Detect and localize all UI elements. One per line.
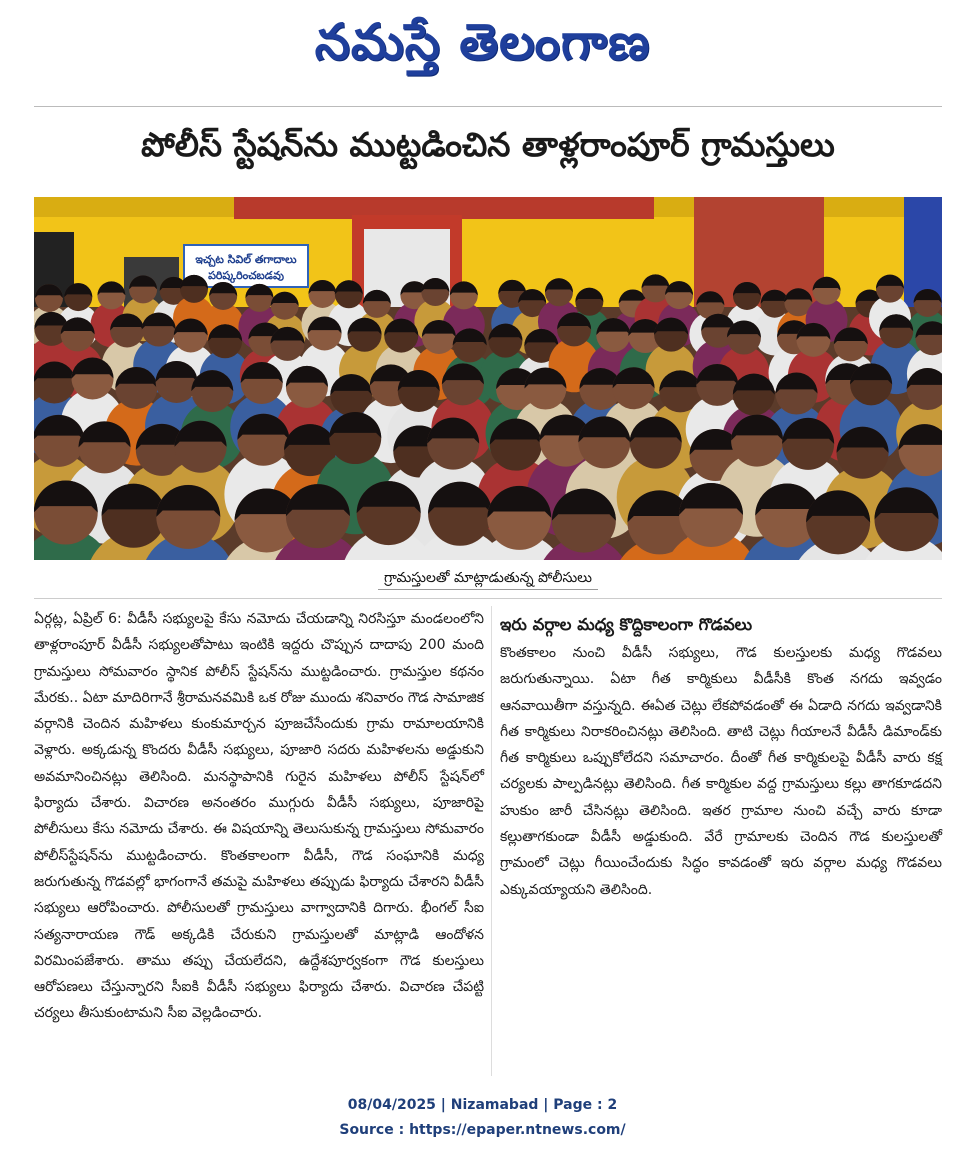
- article-right-column: [500, 606, 942, 903]
- article-left-text: ఏర్గట్ల, ఏప్రిల్ 6: వీడీసీ సభ్యులపై కేసు నమోదు చేయడాన్ని నిరసిస్తూ మండలంలోని తాళ్లరాంపూర్ వీడీసీ సభ్యులతోపాటు ఇంటికి ఇద్దరు చొప్పున దాదాపు 200 మంది గ్రామస్తులు సోమవారం స్థానిక పోలీస్ స్టేషన్‌ను ముట్టడించారు. గ్రామస్తుల కథనం మేరకు.. ఏటా మాదిరిగానే శ్రీరామనవమికి ఒక రోజు ముందు శనివారం గౌడ సామాజిక వర్గానికి చెందిన మహిళలు కుంకుమార్చన పూజచేసేందుకు గ్రామ రామాలయానికి వెళ్లారు. అక్కడున్న కొందరు వీడీసీ సభ్యులు, పూజారి సదరు మహిళలను అడ్డుకుని అవమానించినట్లు తెలిసింది. మనస్థాపానికి గురైన మహిళలు పోలీస్ స్టేషన్‌లో ఫిర్యాదు చేశారు. విచారణ అనంతరం ముగ్గురు వీడీసీ సభ్యులు, పూజారిపై పోలీసులు కేసు నమోదు చేశారు. ఈ విషయాన్ని తెలుసుకున్న గ్రామస్తులు సోమవారం పోలీస్‌స్టేషన్‌ను ముట్టడించారు. కొంతకాలంగా వీడీసీ, గౌడ సంఘానికి మధ్య జరుగుతున్న గొడవల్లో భాగంగానే తమపై మహిళలు తప్పుడు ఫిర్యాదు చేశారని వీడీసీ సభ్యులు ఆరోపించారు. పోలీసులతో గ్రామస్తులు వాగ్వాదానికి దిగారు. భీంగల్ సీఐ సత్యనారాయణ గౌడ్ అక్కడికి చేరుకుని గ్రామస్తులతో మాట్లాడి ఆందోళన విరమింపజేశారు. తాము తప్పు చేయలేదని, ఉద్దేశపూర్వకంగా గౌడ కులస్తులు ఆరోపణలు చేస్తున్నారని సీఐకి వీడీసీ సభ్యులు ఫిర్యాదు చేశారు. విచారణ చేపట్టి చర్యలు తీసుకుంటామని సీఐ వెల్లడించారు.: [34, 611, 484, 1022]
- photo-caption-text: గ్రామస్తులతో మాట్లాడుతున్న పోలీసులు: [378, 570, 598, 590]
- masthead-title: నమస్తే తెలంగాణ: [314, 12, 651, 71]
- photo-caption: [34, 566, 942, 594]
- column-separator: [491, 606, 492, 1076]
- article-right-text: కొంతకాలం నుంచి వీడీసీ సభ్యులు, గౌడ కులస్తులకు మధ్య గొడవలు జరుగుతున్నాయి. ఏటా గీత కార్మికులు వీడీసీకి కొంత నగదు ఇవ్వడం ఆనవాయితీగా వస్తున్నది. ఈఏత చెట్లు లేకపోవడంతో ఈ ఏడాది నగదు ఇవ్వడానికి గీత కార్మికులు నిరాకరించినట్లు తెలిసింది. తాటి చెట్లు గీయాలనే వీడీసీ డిమాండ్‌కు గీత కార్మికులు ఒప్పుకోలేదని సమాచారం. దీంతో గీత కార్మికులపై వీడీసీ వారు కక్ష చర్యలకు పాల్పడినట్లు తెలిసింది. గీత కార్మికుల వద్ద గ్రామస్తులు కల్లు తాగకూడదని హుకుం జారీ చేసినట్లు తెలిసింది. ఇతర గ్రామాల నుంచి వచ్చే వారు కూడా కల్లుతాగకుండా వీడీసీ అడ్డుకుంది. వేరే గ్రామాలకు చెందిన గౌడ కులస్తులతో గ్రామంలో చెట్లు గీయించేందుకు సిద్ధం కావడంతో ఇరు వర్గాల మధ్య గొడవలు ఎక్కువయ్యాయని తెలిసింది.: [500, 645, 942, 898]
- sign-text-line2: పరిష్కరించబడవు: [208, 269, 284, 282]
- sign-text-line1: ఇచ్చట సివిల్ తగాదాలు: [195, 253, 297, 266]
- article-left-column: [34, 606, 484, 1027]
- caption-divider: [34, 598, 942, 599]
- newspaper-masthead: [0, 8, 965, 88]
- article-subheading: ఇరు వర్గాల మధ్య కొద్దికాలంగా గొడవలు: [500, 615, 753, 634]
- article-headline: పోలీస్ స్టేషన్‌ను ముట్టడించిన తాళ్లరాంపూర్ గ్రామస్తులు: [141, 124, 835, 164]
- news-photo: [34, 197, 942, 560]
- header-rule: [34, 106, 942, 107]
- footer-source: Source : https://epaper.ntnews.com/: [339, 1122, 626, 1138]
- footer-date-edition: 08/04/2025 | Nizamabad | Page : 2: [347, 1097, 618, 1113]
